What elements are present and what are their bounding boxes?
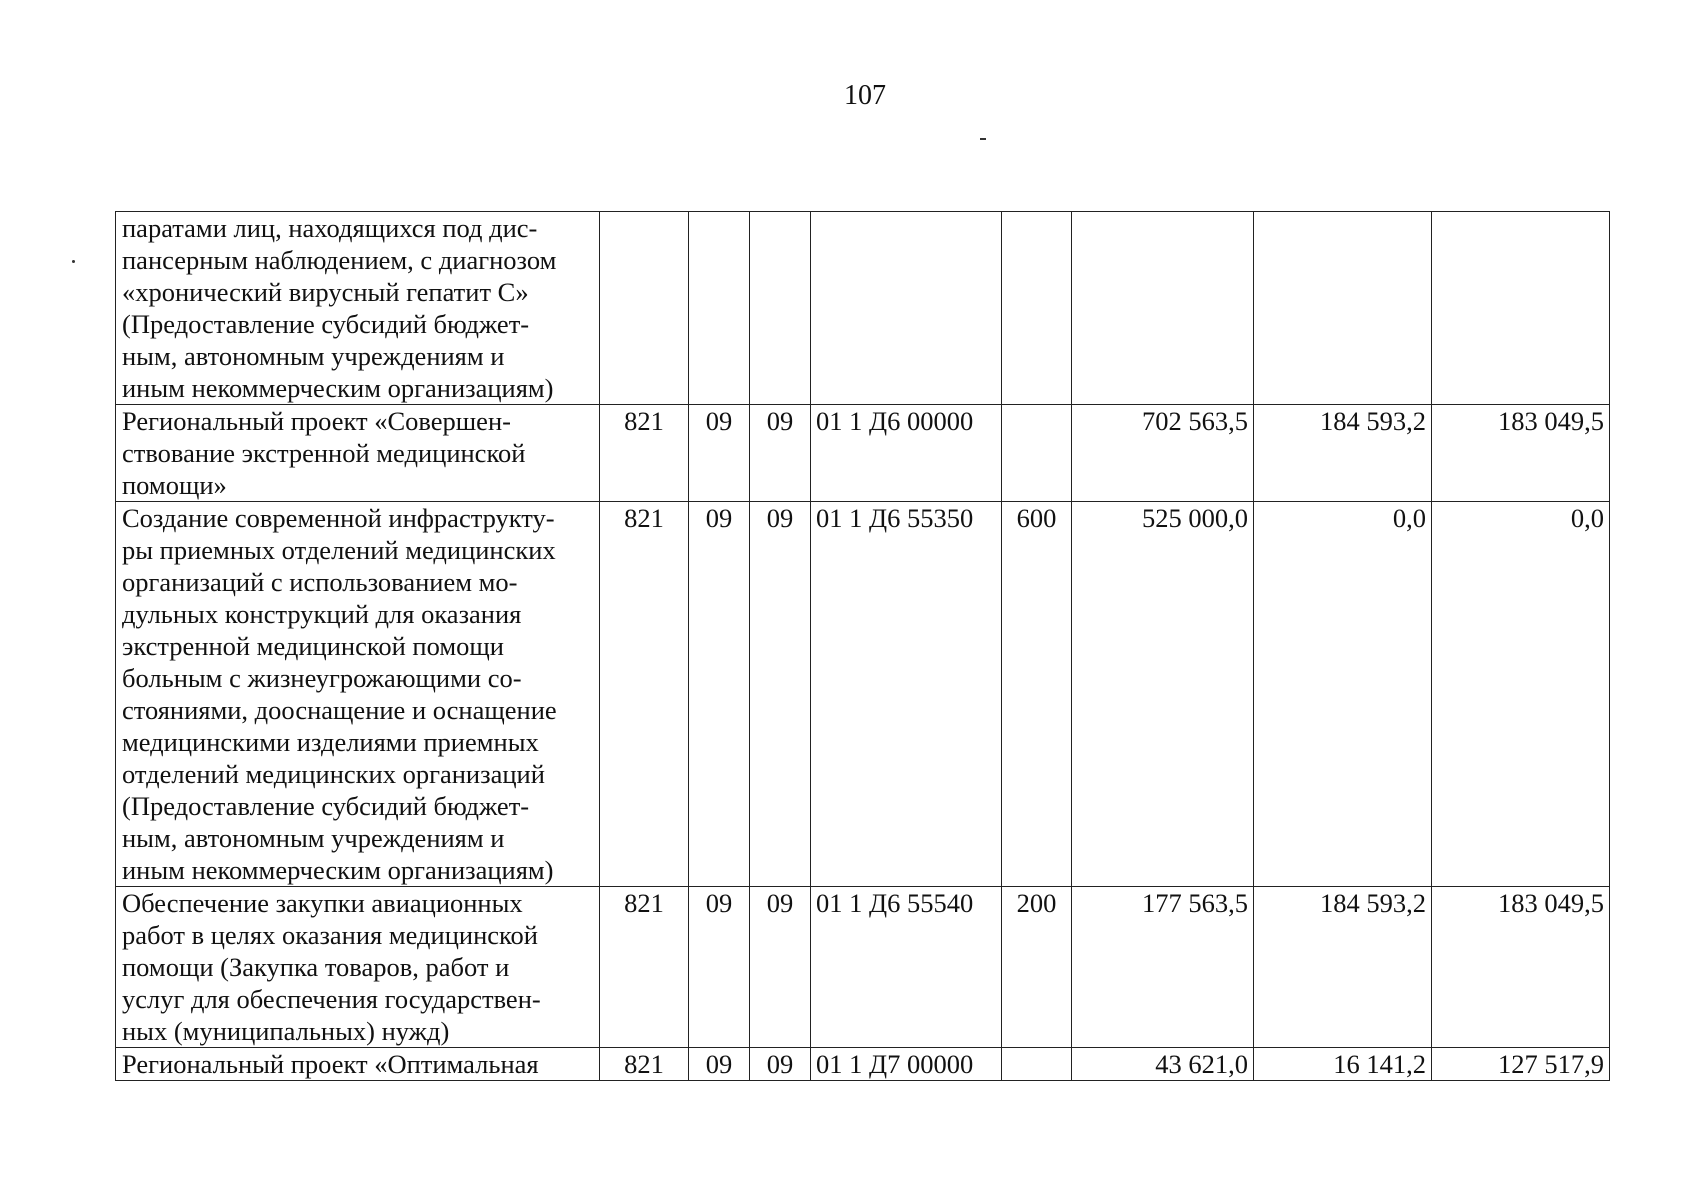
item-name-line: ным, автономным учреждениям и [122,823,505,853]
item-name-line: Региональный проект «Совершен- [122,406,511,436]
amount-year-2-cell: 16 141,2 [1254,1048,1432,1081]
subsection-code-cell: 09 [750,1048,811,1081]
target-article-cell: 01 1 Д6 55350 [811,502,1002,887]
subsection-code-cell [750,212,811,405]
item-name-line: Региональный проект «Оптимальная [122,1049,539,1079]
item-name-line: организаций с использованием мо- [122,567,518,597]
item-name-line: (Предоставление субсидий бюджет- [122,791,530,821]
page-number: 107 [844,80,886,111]
item-name-line: работ в целях оказания медицинской [122,920,538,950]
ministry-code-cell: 821 [600,1048,689,1081]
expense-type-cell [1002,212,1072,405]
table-row [116,502,1610,887]
table-body [116,212,1610,1081]
amount-year-1-cell: 177 563,5 [1072,887,1254,1048]
item-name-cell [116,212,600,405]
amount-year-2-cell: 0,0 [1254,502,1432,887]
item-name-line: помощи (Закупка товаров, работ и [122,952,510,982]
target-article-cell: 01 1 Д6 00000 [811,405,1002,502]
item-name-cell [116,887,600,1048]
section-code-cell: 09 [689,1048,750,1081]
subsection-code-cell: 09 [750,887,811,1048]
expense-type-cell: 200 [1002,887,1072,1048]
section-code-cell [689,212,750,405]
item-name-line: стояниями, дооснащение и оснащение [122,695,557,725]
item-name-line: Создание современной инфраструкту- [122,503,555,533]
expense-type-cell [1002,405,1072,502]
ministry-code-cell: 821 [600,887,689,1048]
item-name-line: «хронический вирусный гепатит С» [122,277,529,307]
item-name-line: услуг для обеспечения государствен- [122,984,541,1014]
table-row [116,1048,1610,1081]
item-name-line: экстренной медицинской помощи [122,631,504,661]
scan-speck [72,260,75,263]
item-name-line: больным с жизнеугрожающими со- [122,663,522,693]
ministry-code-cell: 821 [600,405,689,502]
item-name-line: медицинскими изделиями приемных [122,727,539,757]
item-name-cell [116,405,600,502]
amount-year-1-cell: 525 000,0 [1072,502,1254,887]
amount-year-2-cell [1254,212,1432,405]
table-row [116,887,1610,1048]
item-name-line: ствование экстренной медицинской [122,438,526,468]
item-name-line: помощи» [122,470,227,500]
amount-year-3-cell: 183 049,5 [1432,405,1610,502]
item-name-line: дульных конструкций для оказания [122,599,522,629]
item-name-line: ры приемных отделений медицинских [122,535,556,565]
subsection-code-cell: 09 [750,502,811,887]
amount-year-2-cell: 184 593,2 [1254,405,1432,502]
amount-year-1-cell: 702 563,5 [1072,405,1254,502]
amount-year-1-cell [1072,212,1254,405]
item-name-cell [116,502,600,887]
item-name-line: ным, автономным учреждениям и [122,341,505,371]
target-article-cell: 01 1 Д6 55540 [811,887,1002,1048]
section-code-cell: 09 [689,502,750,887]
item-name-line: Обеспечение закупки авиационных [122,888,523,918]
section-code-cell: 09 [689,405,750,502]
section-code-cell: 09 [689,887,750,1048]
item-name-line: (Предоставление субсидий бюджет- [122,309,530,339]
item-name-cell [116,1048,600,1081]
table-row [116,212,1610,405]
expense-type-cell [1002,1048,1072,1081]
amount-year-3-cell: 183 049,5 [1432,887,1610,1048]
amount-year-3-cell: 127 517,9 [1432,1048,1610,1081]
item-name-line: иным некоммерческим организациям) [122,373,554,403]
budget-table [115,211,1610,1081]
item-name-line: пансерным наблюдением, с диагнозом [122,245,557,275]
item-name-line: иным некоммерческим организациям) [122,855,554,885]
item-name-line: паратами лиц, находящихся под дис- [122,213,538,243]
table-row [116,405,1610,502]
scan-speck [980,138,986,140]
subsection-code-cell: 09 [750,405,811,502]
amount-year-2-cell: 184 593,2 [1254,887,1432,1048]
target-article-cell: 01 1 Д7 00000 [811,1048,1002,1081]
expense-type-cell: 600 [1002,502,1072,887]
item-name-line: ных (муниципальных) нужд) [122,1016,450,1046]
ministry-code-cell [600,212,689,405]
amount-year-3-cell: 0,0 [1432,502,1610,887]
amount-year-3-cell [1432,212,1610,405]
ministry-code-cell: 821 [600,502,689,887]
item-name-line: отделений медицинских организаций [122,759,545,789]
target-article-cell [811,212,1002,405]
amount-year-1-cell: 43 621,0 [1072,1048,1254,1081]
